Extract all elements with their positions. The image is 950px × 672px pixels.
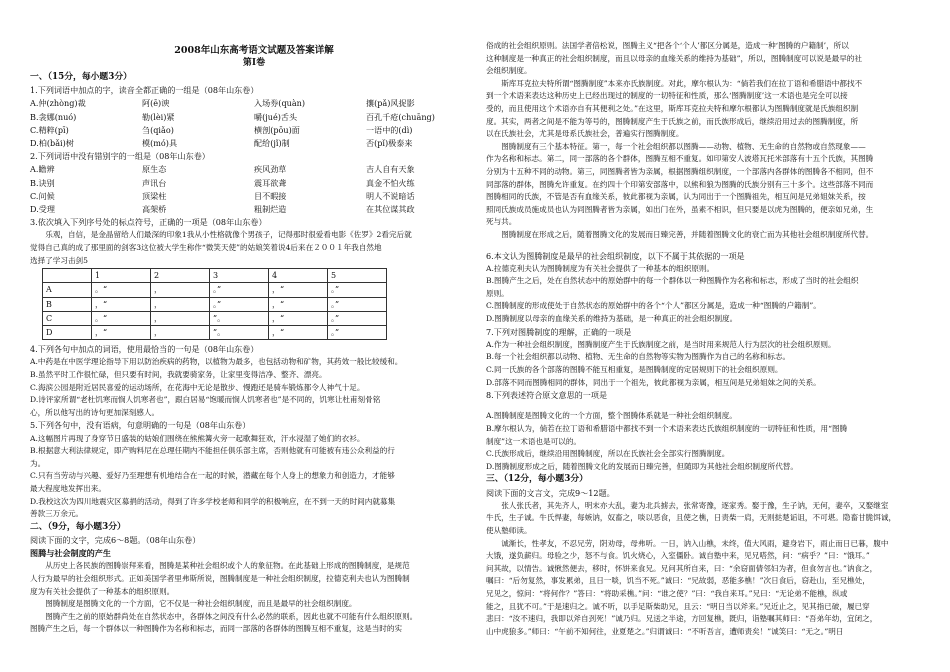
question-6-option-b-line-2: 原则。 (486, 288, 509, 298)
classical-text-line: 大饿，遂负薪归。母验之少，怒不与食。饥火烧心，入室僵卧。诚自塾中来，见兄嗒然，问：“病乎？”曰：“饿耳。” (486, 551, 870, 561)
question-6-option-b-line-1: B.图腾产生之后，处在自然状态中的原始群中的每一个群体以一种图腾作为名称和标志，形成了当时的社会组织 (486, 276, 859, 286)
left-column (30, 0, 478, 636)
article-paragraph-line: 从历史上各民族的图腾崇拜来看，图腾是某种社会组织或个人的象征物。在此基础上形成的图腾制度，是规范 (45, 561, 410, 571)
question-3: 3.依次填入下列序号处的标点符号，正确的一项是（08年山东卷） (30, 217, 267, 228)
article-continued-line: 度。其实，两者之间是不能为等号的，图腾制度产生于氏族之前，而氏族形成后，继续沿用过去的图腾制度，所 (486, 116, 859, 126)
classical-text-line: 使从塾师读。 (486, 526, 532, 536)
article-continued-line: 会组织制度。 (486, 66, 532, 76)
question-3-passage-line-1: 乐观，自信，是金晶留给人们最深的印象1我从小性格就像个男孩子，记得那时很爱看电影《佐罗》2看完后就 (45, 230, 412, 240)
question-7-option-d: D.部落不同而图腾相同的群体，同出于一个祖先，彼此都视为亲属，相互间是兄弟姐妹之间的关系。 (486, 377, 821, 387)
article-paragraph-line: 图腾制度是图腾文化的一个方面，它不仅是一种社会组织制度，而且是最早的社会组织制度。 (45, 599, 357, 609)
question-5-option-b-line-1: B.根据意大利法律规定，即产购料尼在总理任期内不能担任俱乐部主席，否则他就有可能被有违公众利益的行 (30, 446, 395, 456)
question-8-option-b-line-2: 制度”这一术语也是可以的。 (486, 436, 582, 446)
article-continued-line: 图腾相同的氏族，不管是否有血缘关系，彼此都视为亲属，认为同出于一个图腾祖先，相互间是兄弟姐妹关系，按 (486, 192, 866, 202)
question-4-option-d-line-1: D.诗评家所谓“老杜饥寒而悯人饥寒者也”，跟白居易“饱暖而悯人饥寒者也”是不同的，饥寒让杜甫刻骨铭 (30, 395, 381, 405)
question-3-passage-line-2: 觉得自己真的成了那里面的剑客3这位被大学生称作“微笑天使”的姑娘笑着说4后来在２００１年我自然地 (30, 243, 382, 253)
article-continued-line: 斯库耳克拉夫特所谓“图腾制度”本来亦氏族制度。对此，摩尔根认为：“倘若我们在拉丁语和希腊语中都找不 (501, 78, 863, 88)
article-continued-line: 图腾制度在形成之后，随着图腾文化的发展而日臻完善，并随着图腾文化的衰亡而为其他社会组织制度所代替。 (501, 229, 874, 239)
question-1-row-a: A.仲(zhòng)裁 阿(ē)谀 入场券(quàn) 攘(pǎ)风捉影 (30, 98, 415, 109)
question-6-option-d: D.图腾制度以母亲的血缘关系的维持为基础，是一种真正的社会组织制度。 (486, 314, 738, 324)
question-7: 7.下列对图腾制度的理解，正确的一项是 (486, 326, 632, 337)
question-8-option-b-line-1: B.摩尔根认为，倘若在拉丁语和希腊语中都找不到一个术语来表达氏族组织制度的一切特征和性质，用“图腾 (486, 424, 848, 434)
article-continued-line: 同部落的群体，图腾允许重复。在约四十个印第安部落中，以熊和狼为图腾的氏族分别有三十多个。这些部落不同而 (486, 179, 874, 189)
question-2-row-b: B.诀别 声讯台 震耳欲聋 真金不怕火练 (30, 177, 415, 188)
table-row: A 。“ ， 。” ，“ 。” (43, 283, 387, 297)
question-8: 8.下列表述符合原文意思的一项是 (486, 390, 608, 401)
reading-instruction-1: 阅读下面的文字，完成6～8题。（08年山东卷） (30, 534, 201, 545)
question-4-option-d-line-2: 心，所以他写出的诗句更加深刻感人。 (30, 407, 160, 417)
classical-text-line: 张人张氏者，其先齐人，明末亦大乱，妻为北兵掳去，张常寄豫，逐家秀。娶于豫，生子讷，无何，妻卒，又娶继室 (501, 500, 889, 510)
article-continued-line: 这种制度是一种真正的社会组织制度，而且以母亲的血缘关系的维持为基础”，所以，图腾制度可以说是最早的社 (486, 53, 862, 63)
question-5-option-c-line-2: 最大程度地发挥出来。 (30, 483, 106, 493)
classical-text-line: 能之，且犹不可。”于是速归之。诚不听，以手足斯柴助兄，且云：“明日当以斧来。”兄近止之，见其指已破，履已穿 (486, 601, 870, 611)
article-continued-line: 以在氏族社会，尤其是母系氏族社会，普遍实行图腾制度。 (486, 129, 684, 139)
article-continued-line: 照同氏族成员施成员也认为同图腾者皆为亲属，如出门在外，虽素不相识，但只要是以虎为图腾的，便亲如兄弟，生 (486, 204, 874, 214)
punctuation-table (42, 268, 387, 340)
article-paragraph-line: 人行为最早的社会组织形式。正如美国学者里弗斯所说，图腾制度是一种社会组织制度，拉德克利夫也认为图腾制 (30, 573, 410, 583)
section-3-heading: 三、（12分，每小题3分） (486, 474, 588, 485)
question-2-row-d: D.受理 高架桥 粗制烂造 在其位谋其政 (30, 204, 415, 215)
question-5-option-d-line-1: D.我校这次为四川地震灾区募捐的活动，得到了许多学校老师和同学的积极响应，在不到一天的时间内就募集 (30, 496, 396, 506)
question-5-option-d-line-2: 善款三万余元。 (30, 509, 84, 519)
article-continued-line: 图腾制度有三个基本特征。第一，每一个社会组织都以图腾——动物、植物、无生命的自然物或自然现象—— (501, 141, 866, 151)
question-5: 5.下列各句中，没有语病，句意明确的一句是（08年山东卷） (30, 420, 251, 431)
table-row: 1 2 3 4 5 (43, 269, 387, 283)
question-8-option-a: A.图腾制度是图腾文化的一个方面，整个图腾体系就是一种社会组织制度。 (486, 411, 737, 421)
article-paragraph-line: 度为有关社会提供了一种基本的组织原则。 (30, 586, 175, 596)
right-column (486, 0, 926, 638)
classical-text-line: 嘱曰：“后勿复然，事发累弟，且日一啖，饥当不死。”诚曰：“兄故弱，恶能多樵！”次日食后，窃赴山，至兄樵处， (486, 576, 870, 586)
question-5-option-b-line-2: 为。 (30, 458, 46, 468)
table-row: B ，“ ， 。” ，“ 。” (43, 297, 387, 311)
question-5-option-c-line-1: C.只有当劳动与兴趣、爱好乃至理想有机地结合在一起的时候，潜藏在每个人身上的想象力和创造力，才能够 (30, 471, 395, 481)
question-5-option-a: A.这幅图片再现了身穿节日盛装的姑娘们围绕在熊熊篝火旁一起歌舞狂欢，汗水浸湿了她们的衣衫。 (30, 433, 365, 443)
table-row: C 。“ ， ”。 ，“ 。” (43, 311, 387, 325)
classical-text-line: 兄见之，惊问：“将何作？”答曰：“将助采樵。”问：“谁之使？”曰：“我自来耳。”兄曰：“无论弟不能樵，纵或 (486, 588, 848, 598)
article-continued-line: 作为名称和标志。第二，同一部落的各个群体，图腾互相不重复。如印第安人波塔瓦托米部落有十五个氏族，其图腾 (486, 154, 874, 164)
question-1-row-c: C.精粹(pī) 刍(qiǎo) 横剖(pōu)面 一语中的(dì) (30, 124, 413, 135)
question-8-option-c: C.氏族形成后，继续沿用图腾制度，所以在氏族社会全部实行图腾制度。 (486, 449, 730, 459)
question-1: 1.下列词语中加点的字，读音全都正确的一组是（08年山东卷） (30, 85, 259, 96)
question-7-option-b: B.每一个社会组织都以动物、植物、无生命的自然物等实物为图腾作为自己的名称和标志。 (486, 352, 791, 362)
question-4-option-a: A.中药是在中医学理论指导下用以防治疾病的药物，以植物为最多，也包括动物和矿物，其药效一般比较缓和。 (30, 357, 403, 367)
article-paragraph-line: 图腾产生之前的原始群尚处在自然状态中，各群体之间没有什么必然的联系，因此也就不可能有什么组织原则。 (45, 611, 418, 621)
question-4-option-c: C.海滨公园是附近居民喜爱的运动场所，在花海中无论是散步、慢跑还是骑车锻炼都令人神气十足。 (30, 382, 365, 392)
question-6-option-c: C.图腾制度的形成使处于自然状态的原始群中的各个“个人”都区分属是，造成一种“图腾的户籍制”。 (486, 301, 821, 311)
article-title: 图腾与社会制度的产生 (30, 548, 111, 559)
article-continued-line: 俗成的社会组织原则。法国学者倍松说，图腾主义“把各个‘个人’都区分属是，造成一种‘图腾的户籍制’，所以 (486, 41, 849, 50)
question-7-option-a: A.作为一种社会组织制度，图腾制度产生于氏族制度之前，是当时用来规范人行为层次的社会组织原则。 (486, 339, 836, 349)
article-continued-line: 分别为十五种不同的动物。第三，同图腾者皆为亲属，根据图腾组织制度，一个部落内各群体的图腾各不相同，但不 (486, 166, 874, 176)
article-continued-line: 受的，而且使用这个术语亦自有其便利之处。”在这里，斯库耳克拉夫特和摩尔根都认为图腾制度就是氏族组织制 (486, 103, 859, 113)
question-4-option-b: B.虽然平时工作很忙碌，但只要有时间，我就要骑家务，让家里变得洁净、整齐、漂亮。 (30, 370, 327, 380)
question-2-row-a: A.瞻辨 原生态 疾风劲草 吉人自有天象 (30, 164, 415, 175)
question-2-row-c: C.问候 顶梁柱 目不暇接 明人不说暗话 (30, 190, 415, 201)
volume-heading: 第Ⅰ卷 (242, 58, 266, 68)
section-1-heading: 一、（15分，每小题3分） (30, 72, 132, 82)
question-1-row-b: B.衾娜(nuó) 勒(lèi)紧 嚼(jué)舌头 百孔千疮(chuāng) (30, 111, 435, 122)
question-7-option-c: C.同一氏族的各个部落的图腾不能互相重复，是图腾制度的定居规则下的社会组织原则。 (486, 365, 783, 375)
classical-text-line: 牛氏，生子诚。牛氏悍妻，每嫉讷，奴畜之，啖以恶食，且使之樵，日责柴一肩，无则挞楚诟诅，不可堪。隐畜甘脆饵诚， (486, 513, 897, 523)
article-continued-line: 到一个术语来表达这种历史上已经出现过的制度的一切特征和性质，那么‘图腾制度’这一术语也是完全可以接 (486, 91, 848, 101)
classical-text-line: 悲曰：“汝不速归，我即以斧自刭死！”诚乃归。兄送之半途，方回复樵，既归，诣塾嘱其师曰：“吾弟年幼，宜闭之， (486, 614, 878, 624)
question-6: 6.本文认为图腾制度是最早的社会组织制度，以下不属于其依据的一项是 (486, 250, 745, 261)
article-continued-line: 死与共。 (486, 217, 517, 227)
classical-text-line: 山中虎狼多。”师曰：“午前不知何往，业夏楚之。”归谓诚曰：“不听吾言，遭师责矣！”诚笑曰：“无之。”明日 (486, 626, 844, 636)
question-8-option-d: D.图腾制度形成之后，随着图腾文化的发展而日臻完善，但随即为其他社会组织制度所代替。 (486, 461, 798, 471)
reading-instruction-2: 阅读下面的文言文，完成9～12题。 (486, 487, 615, 498)
article-paragraph-line: 图腾产生之后，每一个群体以一种图腾作为名称和标志，而同一部落的各群体的图腾互相不重复，这是当时的实 (30, 624, 403, 634)
question-1-row-d: D.柏(bǎi)树 模(mó)具 配给(jǐ)制 否(pǐ)极泰来 (30, 138, 413, 149)
question-6-option-a: A.拉德克利夫认为图腾制度为有关社会提供了一种基本的组织原则。 (486, 263, 715, 273)
classical-text-line: 诚渐长，性孝友，不忍兄劳，阴劝母，母弗听。一日，讷入山樵，未终，值大风雨，避身岩下，雨止而日已暮，腹中 (501, 538, 889, 548)
section-2-heading: 二、（9分，每小题3分） (30, 521, 126, 532)
document-title: 2008年山东高考语文试题及答案详解 (174, 45, 334, 56)
table-row: D ，“ ， ”。 ，“ 。” (43, 326, 387, 340)
question-2: 2.下列词语中没有错别字的一组是（08年山东卷） (30, 151, 210, 162)
question-4: 4.下列各句中加点的词语，使用最恰当的一句是（08年山东卷） (30, 344, 259, 355)
question-3-passage-line-3: 选择了学习击剑5 (30, 255, 88, 265)
classical-text-line: 问其故，以情告。诚愀然便去，移时，怀饼来食兄。兄问其所自来，曰：“余窃面倩邻妇为者，但食勿言也。”讷食之， (486, 563, 878, 573)
